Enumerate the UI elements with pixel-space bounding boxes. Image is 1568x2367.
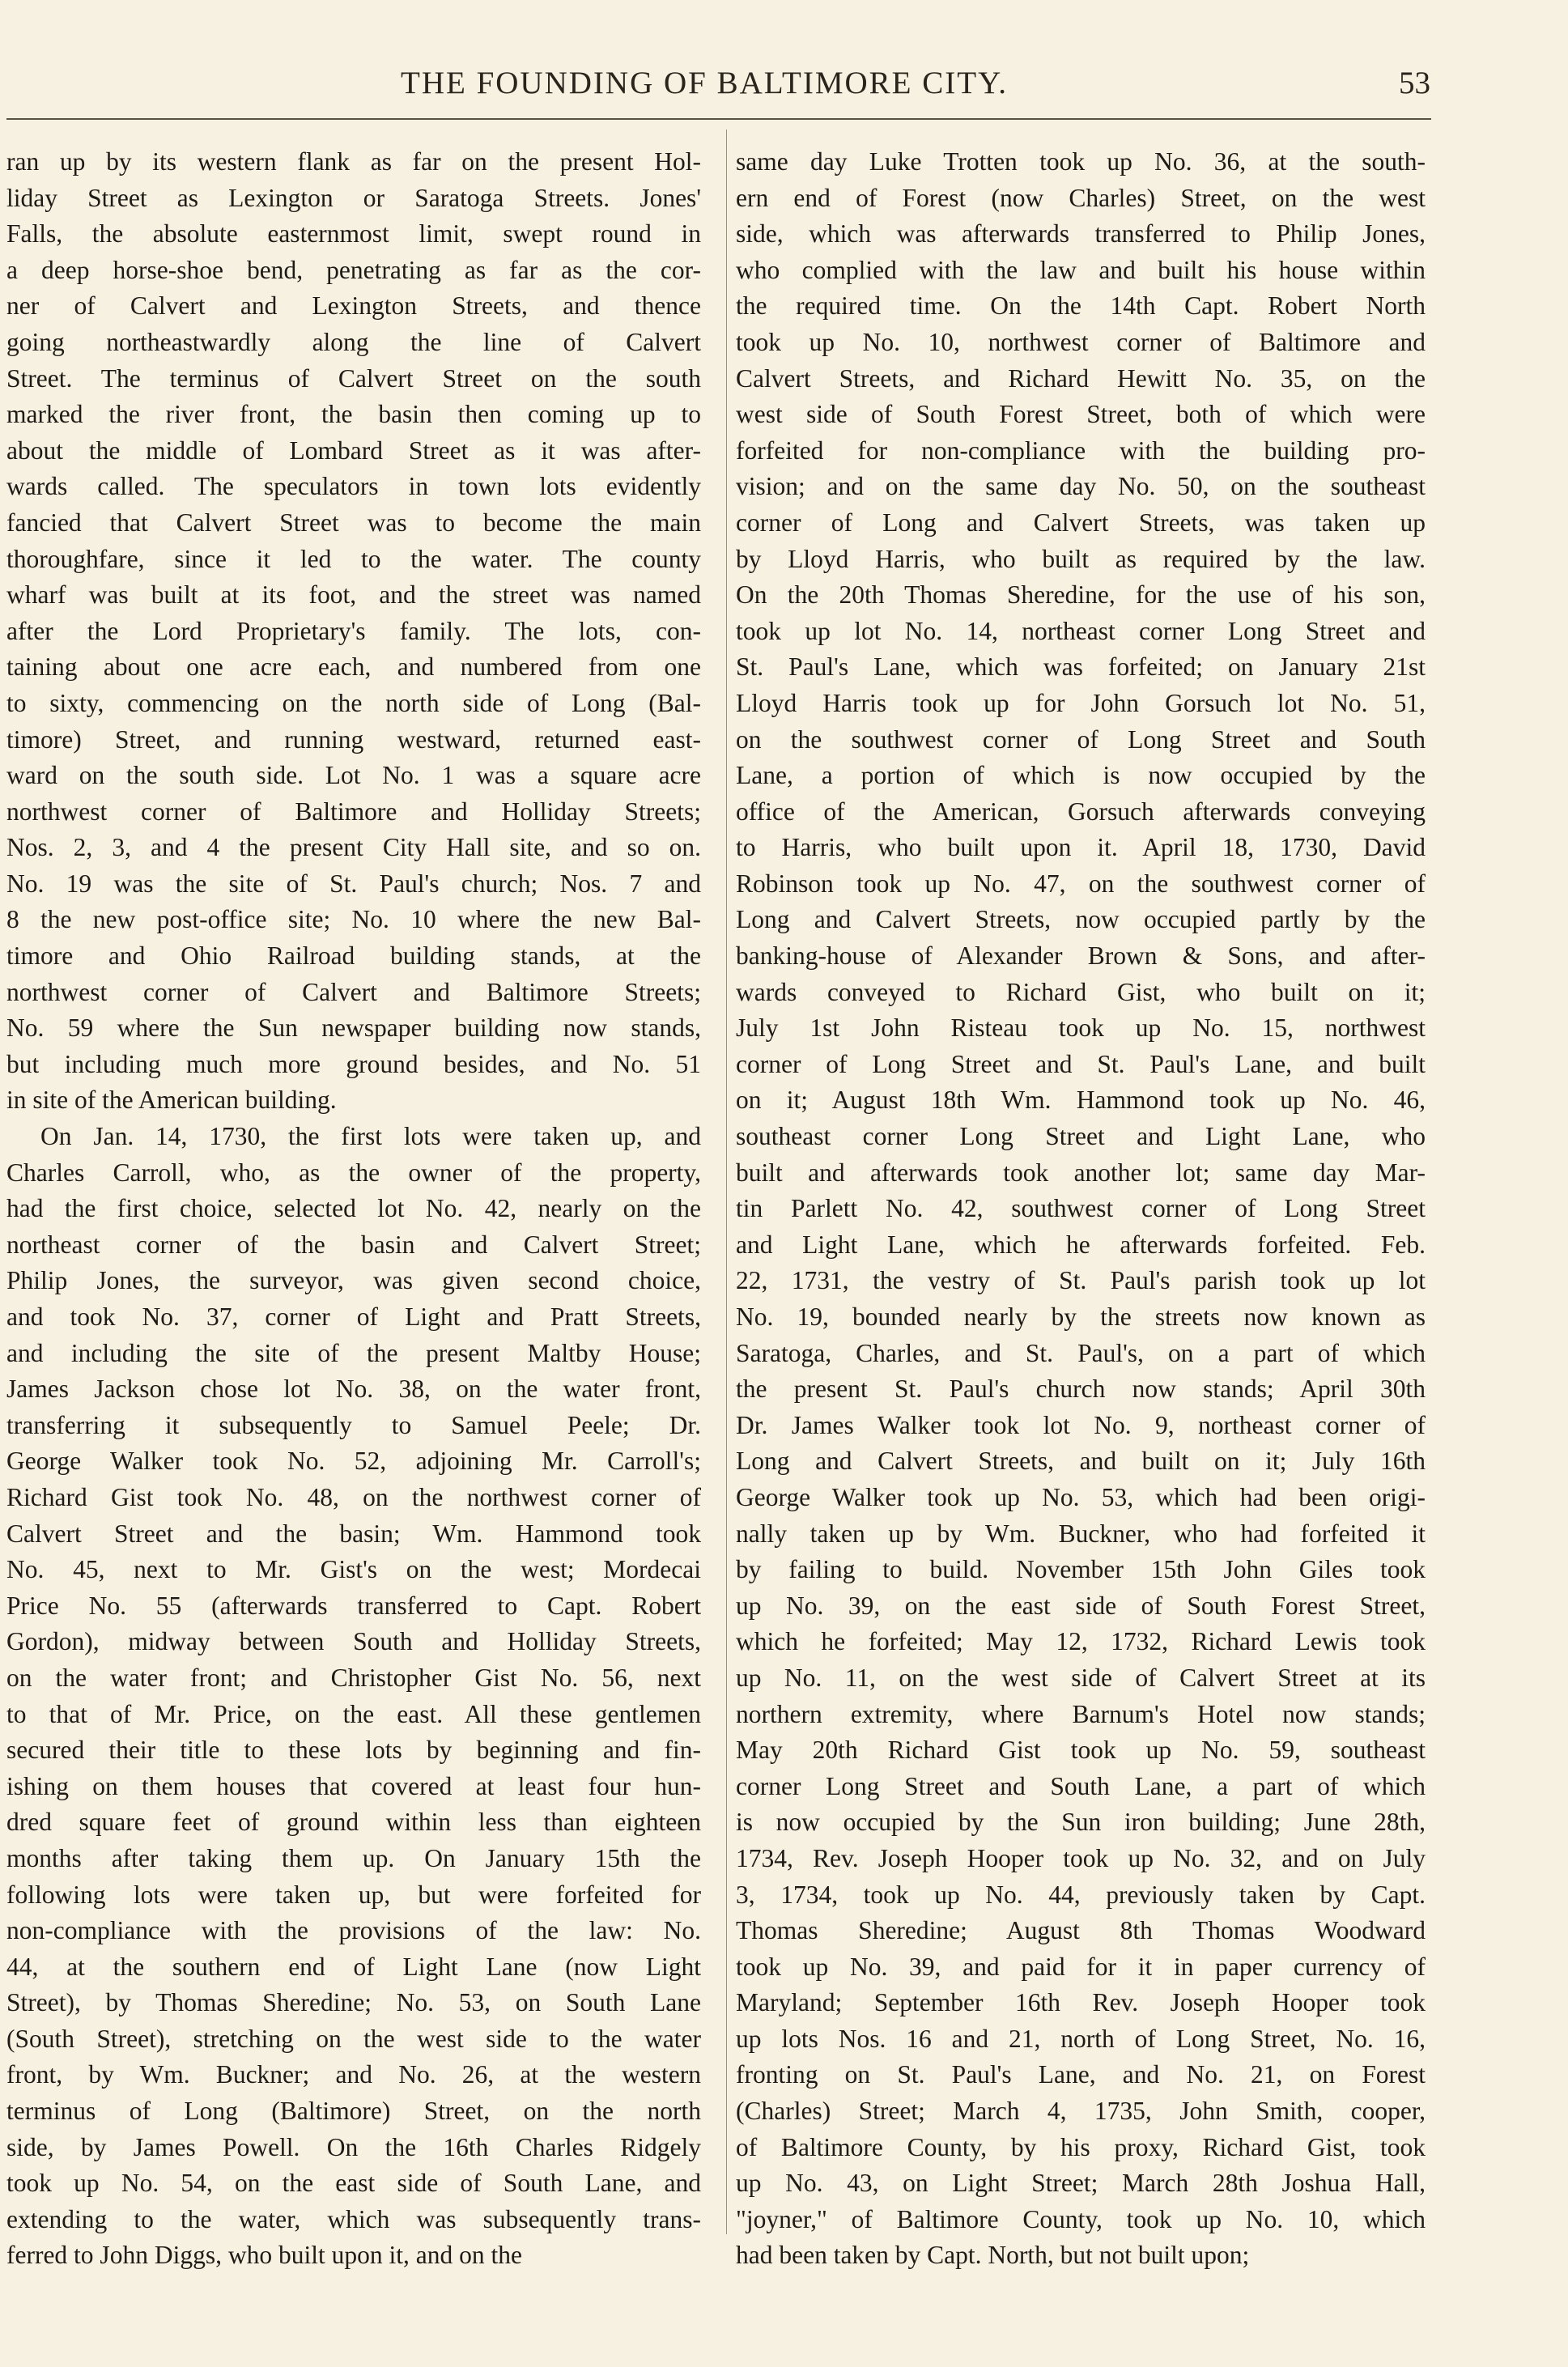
left-column-line: non-compliance with the provisions of the law: No. [6, 1916, 701, 1945]
left-column-line: about the middle of Lombard Street as it was after- [6, 436, 701, 465]
left-column-line: Price No. 55 (afterwards transferred to Capt. Robert [6, 1591, 701, 1620]
left-column-line: secured their title to these lots by beginning and fin- [6, 1736, 701, 1765]
right-column-line: which he forfeited; May 12, 1732, Richard Lewis took [736, 1627, 1426, 1656]
right-column-line: St. Paul's Lane, which was forfeited; on January 21st [736, 652, 1426, 682]
left-column-line: liday Street as Lexington or Saratoga Streets. Jones' [6, 183, 701, 212]
right-column-line: 22, 1731, the vestry of St. Paul's parish took up lot [736, 1266, 1426, 1295]
right-column-line: up No. 43, on Light Street; March 28th Joshua Hall, [736, 2169, 1426, 2198]
right-column-line: Lloyd Harris took up for John Gorsuch lot No. 51, [736, 688, 1426, 717]
right-column-line: 1734, Rev. Joseph Hooper took up No. 32, and on July [736, 1843, 1426, 1872]
right-column-line: who complied with the law and built his house within [736, 255, 1426, 284]
left-column-line: No. 59 where the Sun newspaper building now stands, [6, 1014, 701, 1043]
left-column-line: dred square feet of ground within less than eighteen [6, 1808, 701, 1837]
right-column-line: the present St. Paul's church now stands; April 30th [736, 1375, 1426, 1404]
left-column-line: to sixty, commencing on the north side of Long (Bal- [6, 688, 701, 717]
right-column-line: on the southwest corner of Long Street and South [736, 725, 1426, 754]
right-column-line: tin Parlett No. 42, southwest corner of Long Street [736, 1194, 1426, 1223]
left-column-line: ran up by its western flank as far on the present Hol- [6, 147, 701, 176]
right-column-line: 3, 1734, took up No. 44, previously taken by Capt. [736, 1880, 1426, 1909]
left-column-line: months after taking them up. On January 15th the [6, 1843, 701, 1872]
right-column-line: corner Long Street and South Lane, a part of which [736, 1771, 1426, 1800]
right-column-line: to Harris, who built upon it. April 18, 1730, David [736, 833, 1426, 862]
right-column-line: forfeited for non-compliance with the building pro- [736, 436, 1426, 465]
right-column-line: May 20th Richard Gist took up No. 59, southeast [736, 1736, 1426, 1765]
left-column-line: Richard Gist took No. 48, on the northwest corner of [6, 1482, 701, 1511]
left-column-line: ferred to John Diggs, who built upon it, and on the [6, 2241, 522, 2270]
left-column-line: timore) Street, and running westward, returned east- [6, 725, 701, 754]
left-column-line: ward on the south side. Lot No. 1 was a square acre [6, 761, 701, 790]
right-column-line: Thomas Sheredine; August 8th Thomas Woodward [736, 1916, 1426, 1945]
left-column-line: had the first choice, selected lot No. 42, nearly on the [6, 1194, 701, 1223]
right-column-line: the required time. On the 14th Capt. Robert North [736, 291, 1426, 321]
right-column-line: Calvert Streets, and Richard Hewitt No. 35, on the [736, 363, 1426, 393]
right-column-line: by failing to build. November 15th John Giles took [736, 1555, 1426, 1584]
left-column-line: northwest corner of Baltimore and Holliday Streets; [6, 797, 701, 826]
left-column-line: 8 the new post-office site; No. 10 where the new Bal- [6, 905, 701, 934]
left-column-line: taining about one acre each, and numbered from one [6, 652, 701, 682]
left-column-line: Charles Carroll, who, as the owner of the property, [6, 1158, 701, 1187]
left-column-line: Falls, the absolute easternmost limit, swept round in [6, 219, 701, 249]
right-column-line: banking-house of Alexander Brown & Sons, and after- [736, 941, 1426, 971]
left-column-line: following lots were taken up, but were forfeited for [6, 1880, 701, 1909]
left-column-line: terminus of Long (Baltimore) Street, on the north [6, 2097, 701, 2126]
right-column-line: vision; and on the same day No. 50, on the southeast [736, 472, 1426, 501]
right-column-line: Saratoga, Charles, and St. Paul's, on a part of which [736, 1338, 1426, 1367]
left-column-line: Philip Jones, the surveyor, was given second choice, [6, 1266, 701, 1295]
left-column-line: transferring it subsequently to Samuel Peele; Dr. [6, 1410, 701, 1439]
left-column-line: after the Lord Proprietary's family. The lots, con- [6, 616, 701, 645]
right-column-line: Lane, a portion of which is now occupied by the [736, 761, 1426, 790]
right-column-line: and Light Lane, which he afterwards forfeited. Feb. [736, 1230, 1426, 1259]
right-column-line: northern extremity, where Barnum's Hotel now stands; [736, 1699, 1426, 1728]
left-column-line: a deep horse-shoe bend, penetrating as far as the cor- [6, 255, 701, 284]
right-column-line: July 1st John Risteau took up No. 15, northwest [736, 1014, 1426, 1043]
left-column-line: northeast corner of the basin and Calvert Street; [6, 1230, 701, 1259]
right-column-line: west side of South Forest Street, both of which were [736, 400, 1426, 429]
left-column-line: Gordon), midway between South and Holliday Streets, [6, 1627, 701, 1656]
left-column-line: fancied that Calvert Street was to become the main [6, 508, 701, 537]
right-column-line: on it; August 18th Wm. Hammond took up No. 46, [736, 1086, 1426, 1115]
right-column-line: Long and Calvert Streets, and built on it; July 16th [736, 1447, 1426, 1476]
left-column-line: side, by James Powell. On the 16th Charles Ridgely [6, 2132, 701, 2161]
right-column-line: of Baltimore County, by his proxy, Richard Gist, took [736, 2132, 1426, 2161]
left-column [6, 144, 701, 2274]
right-column-line: took up No. 39, and paid for it in paper currency of [736, 1952, 1426, 1981]
column-divider [726, 130, 727, 2234]
left-column-line: ishing on them houses that covered at least four hun- [6, 1771, 701, 1800]
left-column-line: thoroughfare, since it led to the water. The county [6, 544, 701, 573]
left-column-line: Street. The terminus of Calvert Street on the south [6, 363, 701, 393]
right-column-line: up No. 11, on the west side of Calvert Street at its [736, 1663, 1426, 1692]
right-column-line: Dr. James Walker took lot No. 9, northeast corner of [736, 1410, 1426, 1439]
right-column-line: (Charles) Street; March 4, 1735, John Smith, cooper, [736, 2097, 1426, 2126]
right-column-line: up lots Nos. 16 and 21, north of Long Street, No. 16, [736, 2024, 1426, 2053]
right-column-line: fronting on St. Paul's Lane, and No. 21, on Forest [736, 2060, 1426, 2089]
left-column-line: extending to the water, which was subsequently trans- [6, 2204, 701, 2233]
right-column-line: is now occupied by the Sun iron building; June 28th, [736, 1808, 1426, 1837]
left-column-line: wharf was built at its foot, and the street was named [6, 580, 701, 610]
right-column [736, 144, 1426, 2274]
left-column-line: going northeastwardly along the line of Calvert [6, 327, 701, 356]
right-column-line: On the 20th Thomas Sheredine, for the use of his son, [736, 580, 1426, 610]
left-column-line: (South Street), stretching on the west side to the water [6, 2024, 701, 2053]
left-column-line: and including the site of the present Maltby House; [6, 1338, 701, 1367]
right-column-line: nally taken up by Wm. Buckner, who had forfeited it [736, 1519, 1426, 1548]
right-column-line: by Lloyd Harris, who built as required by the law. [736, 544, 1426, 573]
header-rule [6, 118, 1431, 120]
right-column-line: same day Luke Trotten took up No. 36, at the south- [736, 147, 1426, 176]
right-column-line: Robinson took up No. 47, on the southwest corner of [736, 869, 1426, 898]
right-column-line: took up lot No. 14, northeast corner Long Street and [736, 616, 1426, 645]
right-column-line: had been taken by Capt. North, but not built upon; [736, 2241, 1250, 2270]
left-column-line: marked the river front, the basin then coming up to [6, 400, 701, 429]
left-column-line: James Jackson chose lot No. 38, on the water front, [6, 1375, 701, 1404]
left-column-line: On Jan. 14, 1730, the first lots were taken up, and [40, 1122, 701, 1151]
left-column-line: wards called. The speculators in town lots evidently [6, 472, 701, 501]
right-column-line: No. 19, bounded nearly by the streets now known as [736, 1302, 1426, 1331]
left-column-line: George Walker took No. 52, adjoining Mr. Carroll's; [6, 1447, 701, 1476]
right-column-line: southeast corner Long Street and Light Lane, who [736, 1122, 1426, 1151]
right-column-line: Maryland; September 16th Rev. Joseph Hooper took [736, 1988, 1426, 2017]
left-column-line: 44, at the southern end of Light Lane (now Light [6, 1952, 701, 1981]
left-column-line: front, by Wm. Buckner; and No. 26, at the western [6, 2060, 701, 2089]
left-column-line: No. 19 was the site of St. Paul's church; Nos. 7 and [6, 869, 701, 898]
right-column-line: built and afterwards took another lot; same day Mar- [736, 1158, 1426, 1187]
right-column-line: corner of Long and Calvert Streets, was taken up [736, 508, 1426, 537]
left-column-line: on the water front; and Christopher Gist No. 56, next [6, 1663, 701, 1692]
left-column-line: No. 45, next to Mr. Gist's on the west; Mordecai [6, 1555, 701, 1584]
right-column-line: office of the American, Gorsuch afterwards conveying [736, 797, 1426, 826]
left-column-line: ner of Calvert and Lexington Streets, and thence [6, 291, 701, 321]
right-column-line: Long and Calvert Streets, now occupied partly by the [736, 905, 1426, 934]
left-column-line: but including much more ground besides, and No. 51 [6, 1049, 701, 1078]
left-column-line: to that of Mr. Price, on the east. All these gentlemen [6, 1699, 701, 1728]
running-head [0, 65, 1568, 113]
left-column-line: Nos. 2, 3, and 4 the present City Hall site, and so on. [6, 833, 701, 862]
right-column-line: wards conveyed to Richard Gist, who built on it; [736, 977, 1426, 1006]
left-column-line: Calvert Street and the basin; Wm. Hammond took [6, 1519, 701, 1548]
page-number: 53 [1399, 66, 1430, 100]
right-column-line: corner of Long Street and St. Paul's Lane, and built [736, 1049, 1426, 1078]
left-column-line: in site of the American building. [6, 1086, 337, 1115]
right-column-line: "joyner," of Baltimore County, took up No. 10, which [736, 2204, 1426, 2233]
left-column-line: took up No. 54, on the east side of South Lane, and [6, 2169, 701, 2198]
left-column-line: northwest corner of Calvert and Baltimore Streets; [6, 977, 701, 1006]
right-column-line: side, which was afterwards transferred to Philip Jones, [736, 219, 1426, 249]
right-column-line: ern end of Forest (now Charles) Street, on the west [736, 183, 1426, 212]
left-column-line: Street), by Thomas Sheredine; No. 53, on South Lane [6, 1988, 701, 2017]
left-column-line: and took No. 37, corner of Light and Pratt Streets, [6, 1302, 701, 1331]
right-column-line: up No. 39, on the east side of South Forest Street, [736, 1591, 1426, 1620]
running-title: THE FOUNDING OF BALTIMORE CITY. [401, 66, 1008, 100]
right-column-line: George Walker took up No. 53, which had been origi- [736, 1482, 1426, 1511]
right-column-line: took up No. 10, northwest corner of Baltimore and [736, 327, 1426, 356]
left-column-line: timore and Ohio Railroad building stands, at the [6, 941, 701, 971]
